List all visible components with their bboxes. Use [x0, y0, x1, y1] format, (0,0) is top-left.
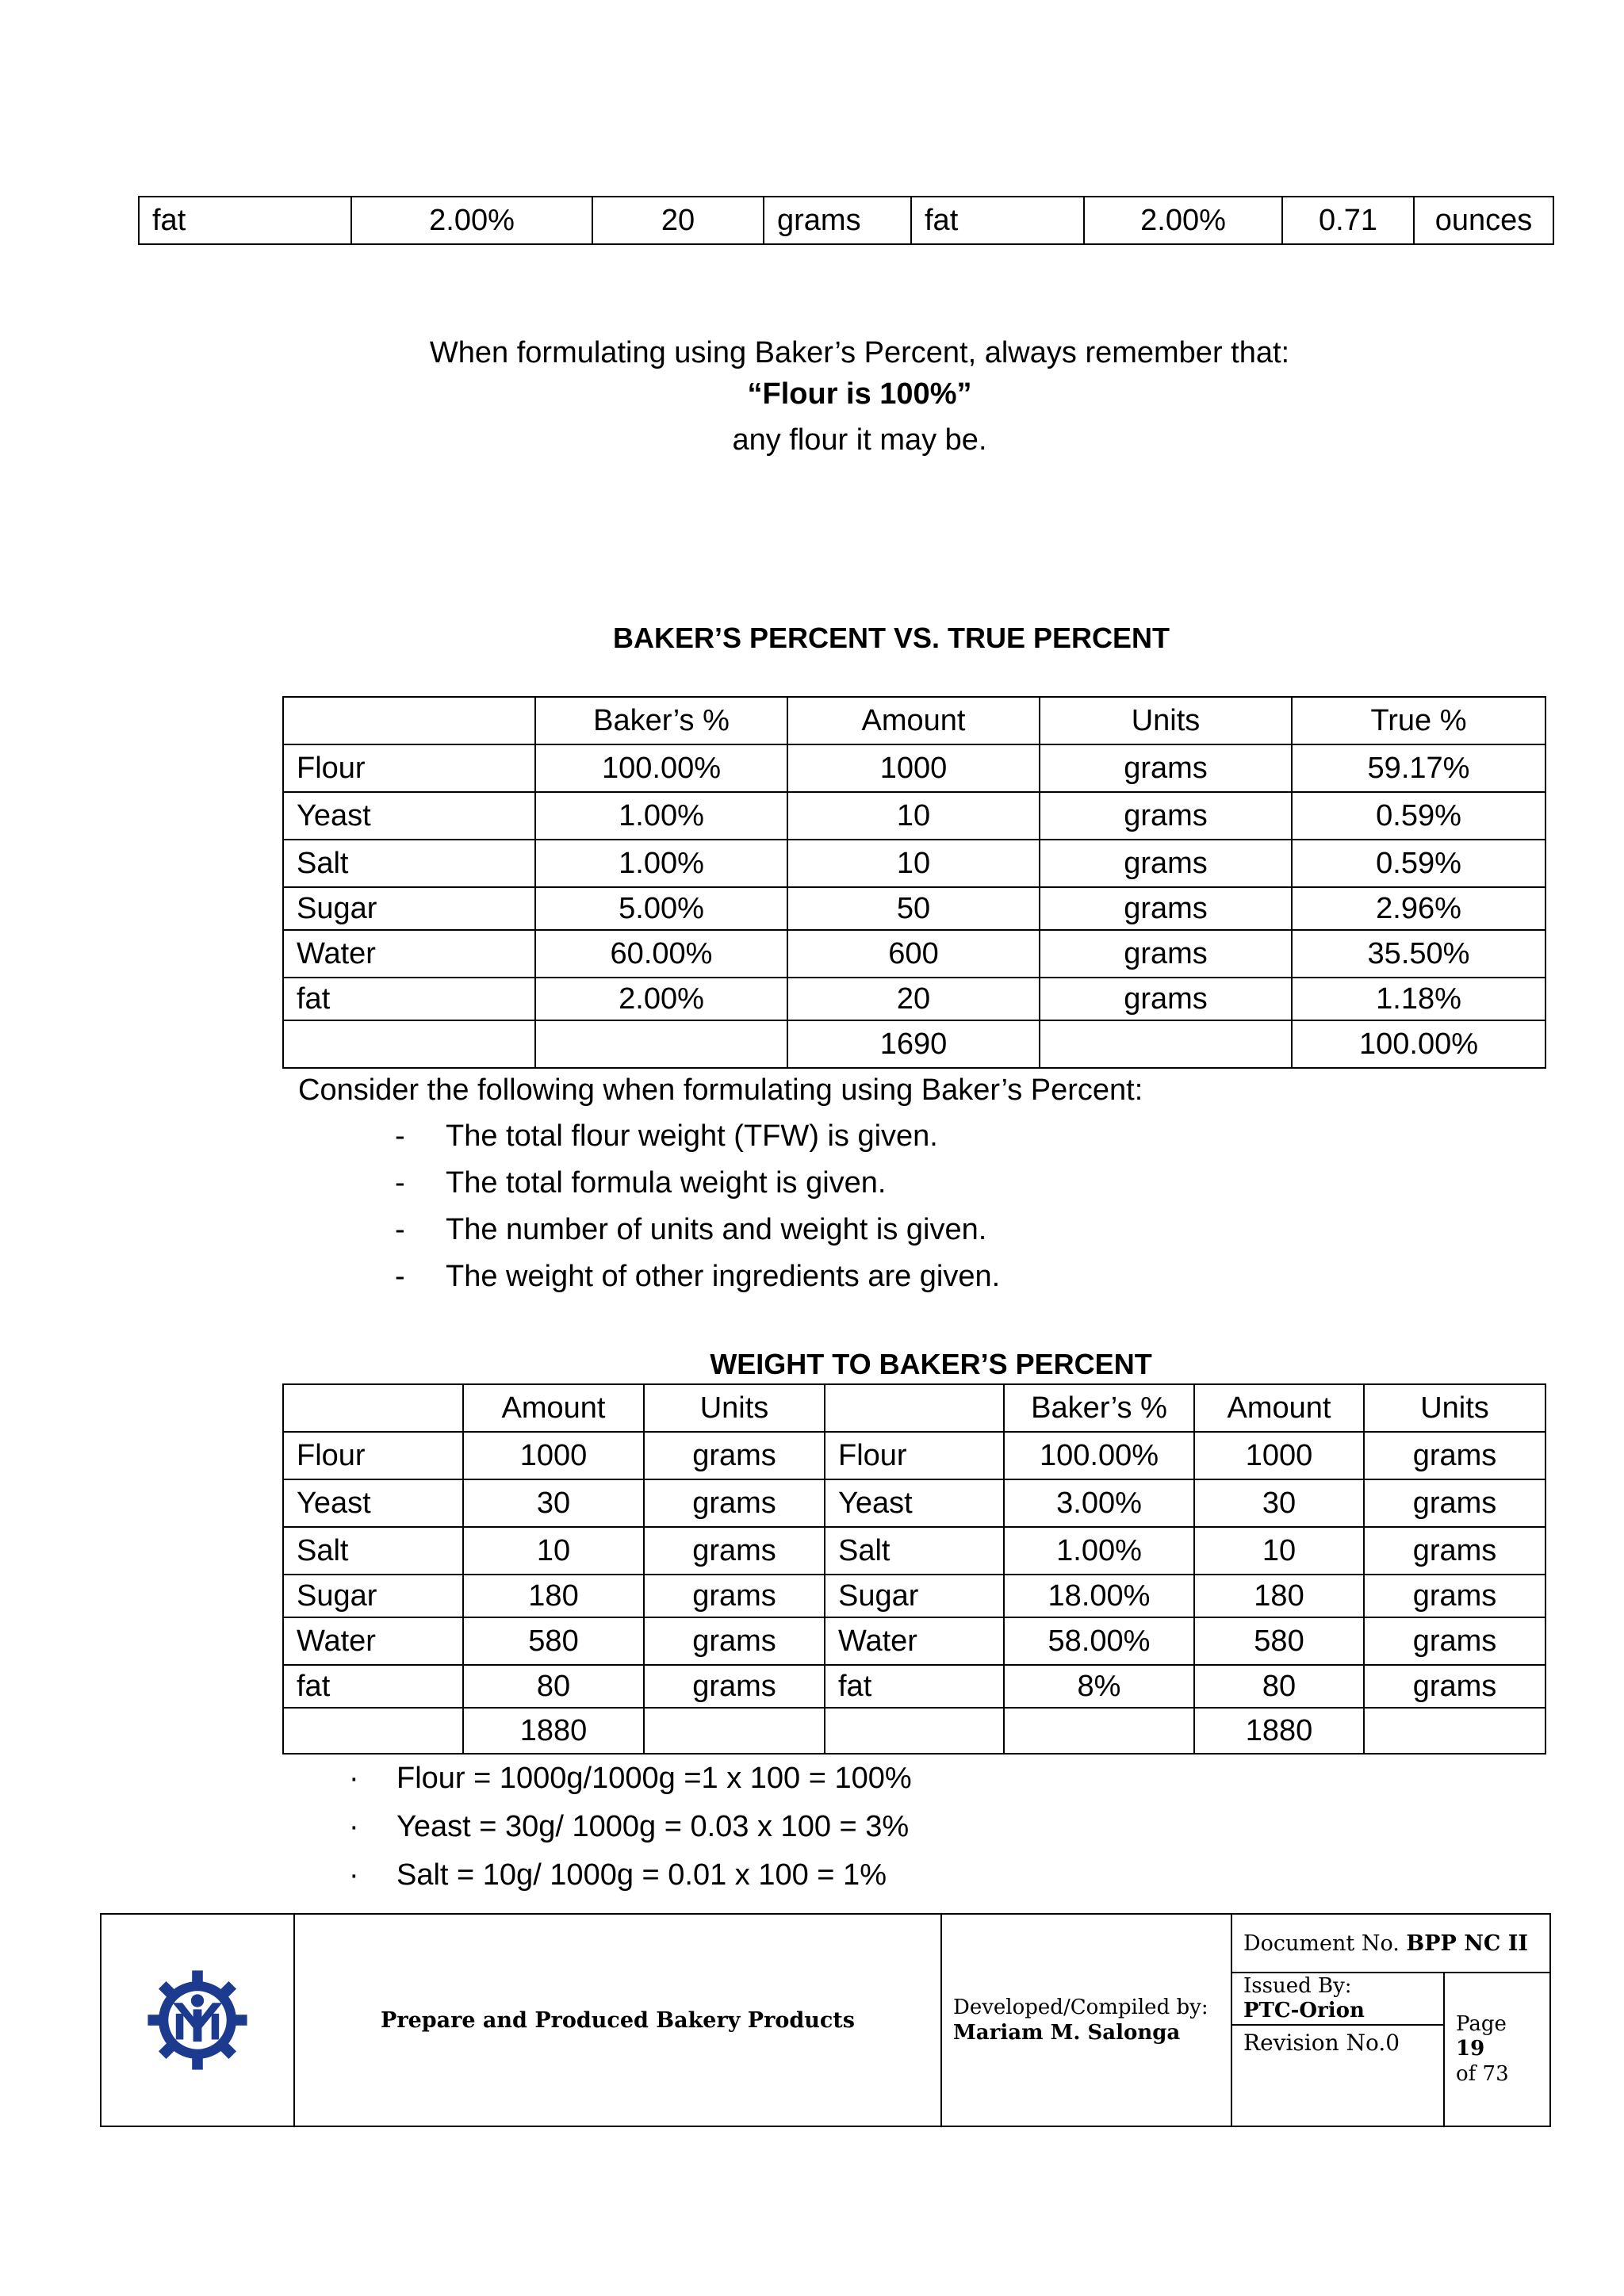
cell: 1880: [1194, 1708, 1364, 1754]
list-marker: -: [395, 1119, 405, 1153]
page-total: of 73: [1456, 2061, 1509, 2086]
cell: 80: [1194, 1665, 1364, 1708]
cell: Sugar: [825, 1575, 1004, 1617]
header-cell: [283, 697, 535, 744]
cell: Water: [283, 1617, 463, 1665]
weight-to-bakers-table: [282, 1383, 1546, 1755]
list-marker: -: [395, 1260, 405, 1293]
cell: 30: [1194, 1479, 1364, 1527]
cell: grams: [1364, 1479, 1545, 1527]
cell: Flour: [283, 1432, 463, 1479]
cell: grams: [1364, 1432, 1545, 1479]
cell: 1.00%: [1004, 1527, 1194, 1575]
header-cell: Baker’s %: [1004, 1384, 1194, 1432]
cell: 3.00%: [1004, 1479, 1194, 1527]
cell: 2.00%: [1084, 197, 1282, 244]
table-row: [283, 887, 1545, 930]
developed-cell: [941, 1914, 1231, 2126]
cell: 1000: [1194, 1432, 1364, 1479]
cell: grams: [644, 1527, 825, 1575]
list-marker: -: [395, 1213, 405, 1246]
top-table: [138, 196, 1554, 245]
document-footer: [100, 1913, 1551, 2127]
cell: grams: [644, 1479, 825, 1527]
table-total-row: [283, 1020, 1545, 1068]
list-marker: ·: [349, 1858, 359, 1892]
cell: 20: [592, 197, 764, 244]
cell: grams: [1040, 930, 1292, 978]
cell: 8%: [1004, 1665, 1194, 1708]
cell: grams: [644, 1575, 825, 1617]
document-no-label: Document No.: [1243, 1931, 1400, 1956]
cell: grams: [1364, 1617, 1545, 1665]
list-item: The weight of other ingredients are given.: [446, 1260, 1001, 1293]
cell: ounces: [1414, 197, 1553, 244]
header-cell: True %: [1292, 697, 1545, 744]
cell: [644, 1708, 825, 1754]
cell: 1880: [463, 1708, 644, 1754]
list-item: The number of units and weight is given.: [446, 1213, 987, 1246]
header-cell: Units: [1364, 1384, 1545, 1432]
list-item: The total formula weight is given.: [446, 1166, 887, 1200]
document-no-value: BPP NC II: [1406, 1931, 1529, 1956]
cell: 100.00%: [535, 744, 787, 792]
page-number: 19: [1456, 2037, 1485, 2061]
table-row: [283, 1617, 1545, 1665]
cell: 600: [787, 930, 1040, 978]
table-row: [283, 1575, 1545, 1617]
cell: Flour: [283, 744, 535, 792]
header-cell: Amount: [1194, 1384, 1364, 1432]
cell: 2.00%: [535, 978, 787, 1020]
page-cell: [1444, 1973, 1550, 2126]
cell: fat: [139, 197, 351, 244]
list-marker: ·: [349, 1810, 359, 1843]
cell: [825, 1708, 1004, 1754]
cell: 50: [787, 887, 1040, 930]
cell: Flour: [825, 1432, 1004, 1479]
cell: [1040, 1020, 1292, 1068]
logo-cell: [101, 1914, 294, 2126]
cell: 60.00%: [535, 930, 787, 978]
table1-title: BAKER’S PERCENT VS. TRUE PERCENT: [612, 622, 1170, 654]
list-item: Yeast = 30g/ 1000g = 0.03 x 100 = 3%: [396, 1810, 910, 1843]
cell: fat: [825, 1665, 1004, 1708]
cell: grams: [1040, 792, 1292, 840]
list-marker: -: [395, 1166, 405, 1200]
cell: 0.59%: [1292, 840, 1545, 887]
header-cell: Baker’s %: [535, 697, 787, 744]
tesda-gear-logo-icon: [144, 1966, 251, 2074]
cell: 5.00%: [535, 887, 787, 930]
table-total-row: [283, 1708, 1545, 1754]
list-marker: ·: [349, 1762, 359, 1795]
cell: Salt: [283, 840, 535, 887]
table-row: [283, 1527, 1545, 1575]
header-cell: Amount: [463, 1384, 644, 1432]
reminder-line3: any flour it may be.: [732, 423, 987, 457]
table-row: [283, 1479, 1545, 1527]
cell: 35.50%: [1292, 930, 1545, 978]
header-cell: [283, 1384, 463, 1432]
cell: grams: [1040, 744, 1292, 792]
cell: Sugar: [283, 887, 535, 930]
cell: [283, 1708, 463, 1754]
table-header-row: [283, 697, 1545, 744]
cell: [535, 1020, 787, 1068]
reminder-line1: When formulating using Baker’s Percent, always remember that:: [429, 336, 1290, 369]
cell: Sugar: [283, 1575, 463, 1617]
table-row: [283, 840, 1545, 887]
footer-title: Prepare and Produced Bakery Products: [294, 1914, 941, 2126]
cell: 59.17%: [1292, 744, 1545, 792]
header-cell: Units: [644, 1384, 825, 1432]
cell: 1000: [463, 1432, 644, 1479]
cell: grams: [1364, 1665, 1545, 1708]
cell: 100.00%: [1004, 1432, 1194, 1479]
cell: grams: [1040, 840, 1292, 887]
cell: 2.00%: [351, 197, 592, 244]
cell: 580: [1194, 1617, 1364, 1665]
cell: grams: [1364, 1527, 1545, 1575]
cell: 80: [463, 1665, 644, 1708]
cell: 100.00%: [1292, 1020, 1545, 1068]
table-header-row: [283, 1384, 1545, 1432]
cell: fat: [911, 197, 1084, 244]
revision-cell: Revision No.0: [1231, 2025, 1444, 2126]
cell: grams: [644, 1617, 825, 1665]
header-cell: Amount: [787, 697, 1040, 744]
cell: grams: [1040, 978, 1292, 1020]
header-cell: Units: [1040, 697, 1292, 744]
list-item: The total flour weight (TFW) is given.: [446, 1119, 938, 1153]
cell: Yeast: [283, 792, 535, 840]
consider-intro: Consider the following when formulating using Baker’s Percent:: [298, 1073, 1143, 1107]
cell: 0.71: [1282, 197, 1414, 244]
cell: Yeast: [283, 1479, 463, 1527]
cell: 180: [1194, 1575, 1364, 1617]
cell: 10: [787, 792, 1040, 840]
cell: 1.18%: [1292, 978, 1545, 1020]
cell: Salt: [283, 1527, 463, 1575]
cell: 1690: [787, 1020, 1040, 1068]
table-row: [283, 792, 1545, 840]
cell: [1004, 1708, 1194, 1754]
document-no-cell: [1231, 1914, 1550, 1973]
list-item: Salt = 10g/ 1000g = 0.01 x 100 = 1%: [396, 1858, 887, 1892]
cell: 18.00%: [1004, 1575, 1194, 1617]
issued-by-label: Issued By:: [1243, 1973, 1352, 1998]
cell: grams: [1364, 1575, 1545, 1617]
cell: 0.59%: [1292, 792, 1545, 840]
header-cell: [825, 1384, 1004, 1432]
table-row: [283, 1432, 1545, 1479]
cell: 1.00%: [535, 792, 787, 840]
cell: fat: [283, 978, 535, 1020]
reminder-line2: “Flour is 100%”: [747, 377, 972, 411]
cell: fat: [283, 1665, 463, 1708]
cell: 30: [463, 1479, 644, 1527]
cell: 1.00%: [535, 840, 787, 887]
cell: Water: [825, 1617, 1004, 1665]
cell: Water: [283, 930, 535, 978]
table2-title: WEIGHT TO BAKER’S PERCENT: [710, 1348, 1152, 1380]
cell: Yeast: [825, 1479, 1004, 1527]
cell: 1000: [787, 744, 1040, 792]
bakers-vs-true-table: [282, 696, 1546, 1069]
issuer-name: PTC-Orion: [1243, 1999, 1365, 2022]
cell: grams: [764, 197, 911, 244]
cell: 180: [463, 1575, 644, 1617]
developed-label: Developed/Compiled by:: [953, 1995, 1208, 2019]
table-row: [139, 197, 1553, 244]
author-name: Mariam M. Salonga: [953, 2021, 1181, 2045]
page-label: Page: [1456, 2012, 1507, 2037]
issued-by-cell: [1231, 1973, 1444, 2025]
cell: [283, 1020, 535, 1068]
list-item: Flour = 1000g/1000g =1 x 100 = 100%: [396, 1762, 912, 1795]
cell: Salt: [825, 1527, 1004, 1575]
cell: 20: [787, 978, 1040, 1020]
cell: 2.96%: [1292, 887, 1545, 930]
cell: grams: [1040, 887, 1292, 930]
cell: 10: [1194, 1527, 1364, 1575]
table-row: [283, 978, 1545, 1020]
cell: 10: [463, 1527, 644, 1575]
cell: [1364, 1708, 1545, 1754]
table-row: [283, 1665, 1545, 1708]
cell: 580: [463, 1617, 644, 1665]
table-row: [283, 744, 1545, 792]
cell: 58.00%: [1004, 1617, 1194, 1665]
table-row: [283, 930, 1545, 978]
cell: grams: [644, 1665, 825, 1708]
cell: grams: [644, 1432, 825, 1479]
cell: 10: [787, 840, 1040, 887]
